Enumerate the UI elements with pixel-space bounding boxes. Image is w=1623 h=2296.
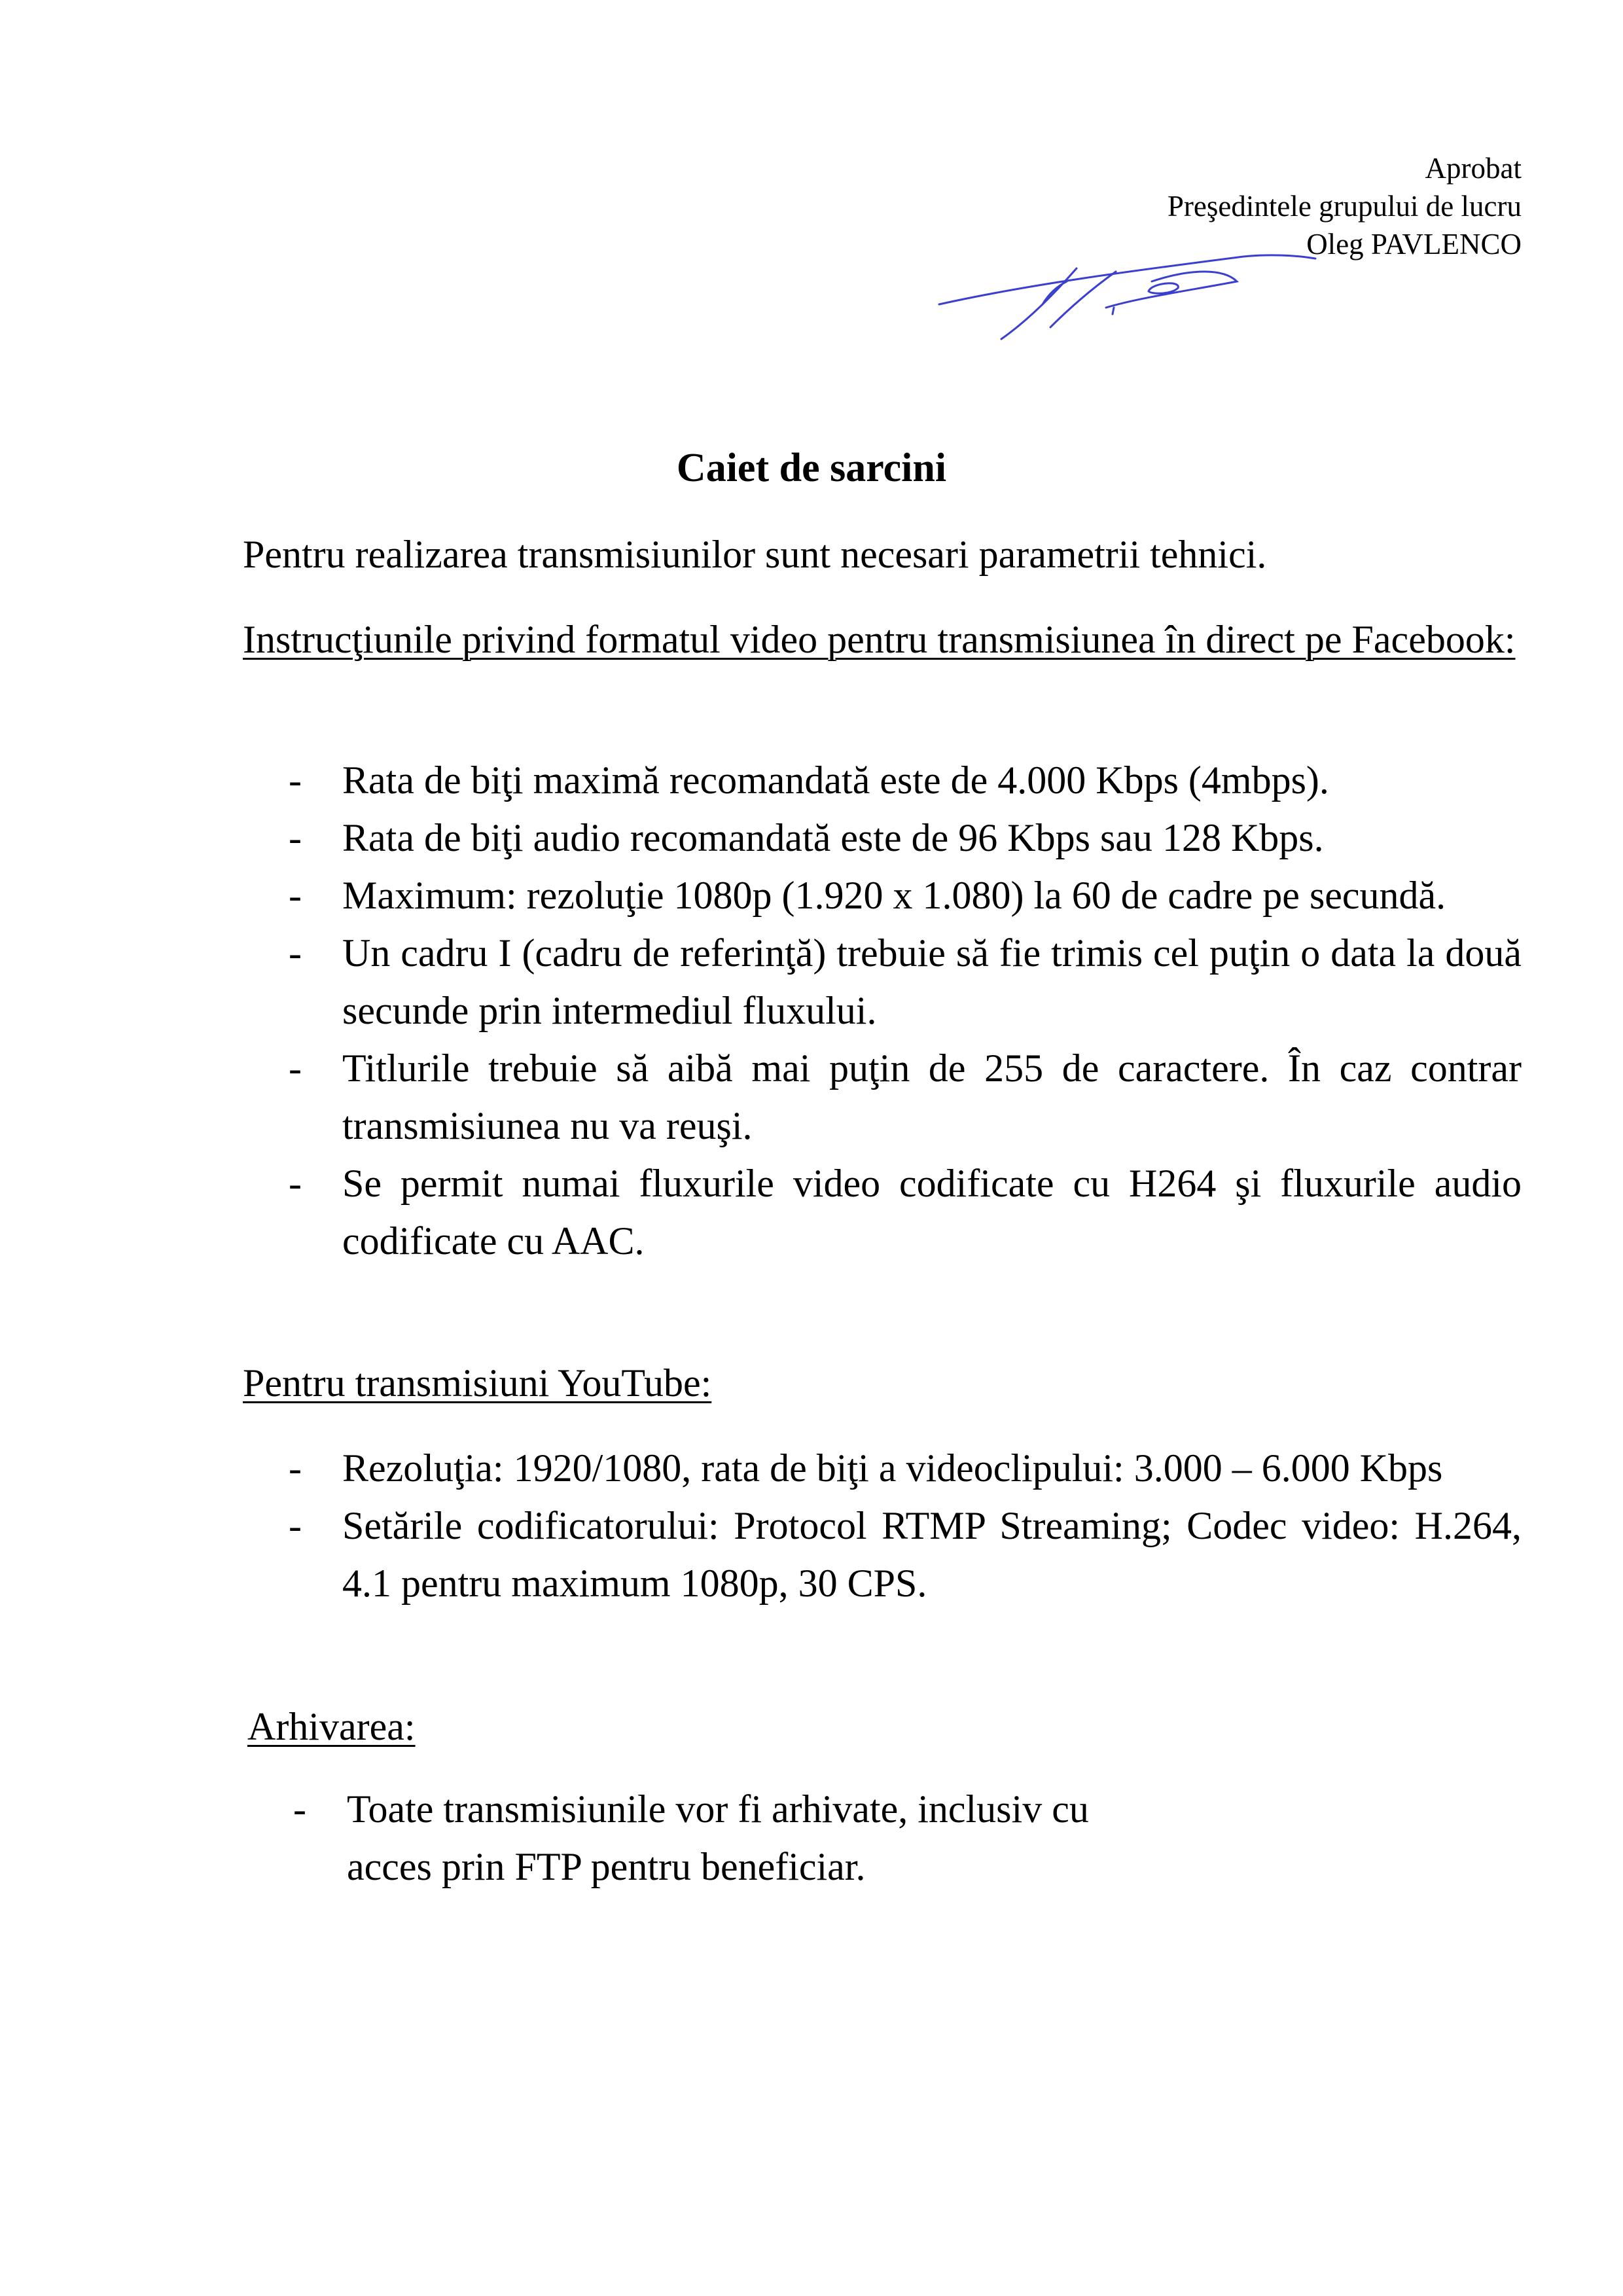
list-item: - Rata de biţi maximă recomandată este de 4.000 Kbps (4mbps).: [243, 751, 1522, 809]
youtube-heading: Pentru transmisiuni YouTube:: [243, 1361, 712, 1405]
bullet-dash: -: [289, 1504, 302, 1547]
intro-paragraph: Pentru realizarea transmisiunilor sunt necesari parametrii tehnici.: [243, 533, 1267, 576]
list-item: - Se permit numai fluxurile video codificate cu H264 şi fluxurile audio codificate cu AAC.: [243, 1155, 1522, 1270]
list-item: - Toate transmisiunile vor fi arhivate, inclusiv cu acces prin FTP pentru beneficiar.: [247, 1780, 1164, 1895]
bullet-dash: -: [293, 1787, 306, 1831]
list-item: - Titlurile trebuie să aibă mai puţin de 255 de caractere. În caz contrar transmisiunea nu va reuşi.: [243, 1039, 1522, 1155]
bullet-dash: -: [289, 1162, 302, 1205]
bullet-dash: -: [289, 1047, 302, 1090]
approver-name: Oleg PAVLENCO: [1306, 228, 1522, 260]
facebook-heading: Instrucţiunile privind formatul video pentru transmisiunea în direct pe Facebook:: [243, 618, 1516, 661]
bullet-dash: -: [289, 816, 302, 859]
bullet-dash: -: [289, 931, 302, 975]
bullet-dash: -: [289, 874, 302, 917]
list-item: - Rata de biţi audio recomandată este de 96 Kbps sau 128 Kbps.: [243, 809, 1522, 867]
signature-image: [929, 229, 1348, 340]
approval-label: Aprobat: [1425, 152, 1522, 185]
list-item: - Maximum: rezoluţie 1080p (1.920 x 1.080) la 60 de cadre pe secundă.: [243, 867, 1522, 924]
archive-list: [247, 1780, 1164, 1895]
list-item: - Setările codificatorului: Protocol RTMP Streaming; Codec video: H.264, 4.1 pentru maximum 1080p, 30 CPS.: [243, 1497, 1522, 1612]
facebook-list: [243, 751, 1522, 1270]
bullet-dash: -: [289, 1446, 302, 1490]
approver-position: Preşedintele grupului de lucru: [1167, 190, 1522, 223]
archive-heading: Arhivarea:: [247, 1705, 416, 1748]
youtube-list: [243, 1439, 1522, 1612]
bullet-dash: -: [289, 759, 302, 802]
list-item: - Rezoluţia: 1920/1080, rata de biţi a videoclipului: 3.000 – 6.000 Kbps: [243, 1439, 1522, 1497]
list-item: - Un cadru I (cadru de referinţă) trebuie să fie trimis cel puţin o data la două secunde prin intermediul fluxului.: [243, 924, 1522, 1039]
document-title: Caiet de sarcini: [676, 446, 947, 490]
